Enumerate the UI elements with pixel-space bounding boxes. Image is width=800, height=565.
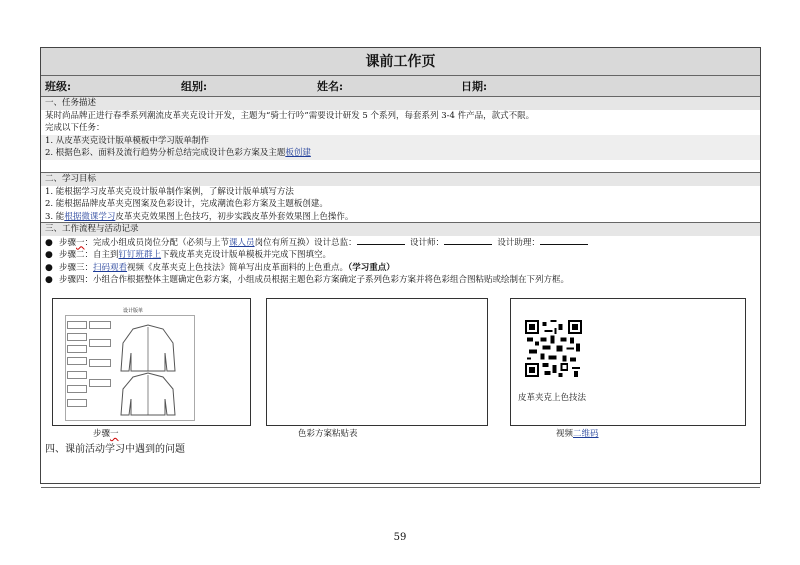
task-complete: 完成以下任务： <box>45 123 105 133</box>
goal-3-link[interactable]: 根据微课学习 <box>64 211 116 222</box>
step-1 <box>41 236 760 250</box>
step-2 <box>41 249 760 262</box>
step-1-text2: 岗位有所互换）设计总监： <box>254 237 357 248</box>
section-heading: 一、任务描述 <box>41 97 760 110</box>
box-3-caption <box>556 427 599 439</box>
section-heading: 二、学习目标 <box>41 173 760 186</box>
jacket-sketch-icon <box>113 323 183 418</box>
design-sheet-field <box>67 399 87 407</box>
task-item-2-link[interactable]: 板创建 <box>285 148 311 158</box>
name-label: 姓名: <box>317 80 344 93</box>
bullet-icon: ● <box>45 250 53 260</box>
design-sheet-field <box>67 371 87 379</box>
step-3 <box>41 262 760 275</box>
class-label: 班级: <box>45 80 72 93</box>
designer-field[interactable] <box>444 236 492 245</box>
task-desc: 某时尚品牌正进行春季系列潮流皮革夹克设计开发，主题为“骑士行吟”需要设计研发 5 个系列，每套系列 3-4 件产品，款式不限。 <box>45 110 535 121</box>
goal-3 <box>41 211 760 224</box>
director-field[interactable] <box>357 236 405 245</box>
box-3-caption-link: 二维码 <box>573 429 599 439</box>
page-number: 59 <box>393 532 407 543</box>
step-4-text: 步骤四：小组合作根据整体主题确定色彩方案，小组成员根据主题色彩方案确定子系列色彩方案并将色彩组合图粘贴或绘制在下列方框。 <box>59 275 570 285</box>
step-1-label: 步骤 <box>59 237 77 248</box>
box-1-caption-prefix: 步骤 <box>93 429 111 439</box>
goal-1: 1. 能根据学习皮革夹克设计版单制作案例，了解设计版单填写方法 <box>45 186 294 197</box>
design-sheet-field <box>89 359 111 367</box>
qr-code-icon[interactable] <box>525 320 582 377</box>
step-2-label: 步骤二：自主到 <box>59 250 119 260</box>
step-4 <box>41 274 760 287</box>
design-sheet-field <box>89 321 111 329</box>
step-1-link[interactable]: 课人员 <box>229 237 255 248</box>
task-description-section <box>41 97 760 173</box>
design-sheet-field <box>67 385 87 393</box>
design-sheet-box <box>52 298 251 426</box>
step-3-label: 步骤三： <box>59 262 94 273</box>
step-3-key: （学习重点） <box>348 262 395 273</box>
bullet-icon: ● <box>45 275 53 285</box>
step-3-text: 视频《皮革夹克上色技法》简单写出皮革面料的上色重点。 <box>127 262 349 273</box>
designer-label: 设计师： <box>409 237 444 248</box>
box-3-caption-prefix: 视频 <box>556 429 574 439</box>
problems-section <box>41 438 760 485</box>
design-sheet-field <box>67 333 87 341</box>
bullet-icon: ● <box>45 237 53 248</box>
box-2-caption: 色彩方案粘贴表 <box>298 429 358 439</box>
page-title: 课前工作页 <box>41 48 760 76</box>
section-heading: 四、课前活动学习中遇到的问题 <box>45 444 185 455</box>
design-sheet-field <box>67 345 87 353</box>
step-3-link[interactable]: 扫码观看 <box>93 262 128 273</box>
group-label: 组别: <box>181 80 208 93</box>
design-sheet-field <box>67 357 87 365</box>
qr-label: 皮革夹克上色技法 <box>518 393 587 403</box>
step-1-num: 一 <box>76 237 85 248</box>
goal-2: 2. 能根据品牌皮革夹克图案及色彩设计，完成潮流色彩方案及主题板创建。 <box>45 199 328 209</box>
task-item-1: 1. 从皮革夹克设计版单模板中学习版单制作 <box>41 135 760 148</box>
step-2-link[interactable]: 钉钉班群上 <box>118 250 162 260</box>
date-label: 日期: <box>461 80 488 93</box>
task-item-2 <box>41 147 760 160</box>
design-sheet-field <box>67 321 87 329</box>
step-1-text: ：完成小组成员岗位分配（必须与上节 <box>84 237 230 248</box>
design-sheet-field <box>89 339 111 347</box>
step-2-text: 下载皮革夹克设计版单模板并完成下图填空。 <box>161 250 332 260</box>
assistant-field[interactable] <box>540 236 588 245</box>
color-scheme-box[interactable] <box>266 298 488 426</box>
assistant-label: 设计助理： <box>497 237 540 248</box>
info-row <box>41 76 760 97</box>
learning-goals-section <box>41 173 760 223</box>
goal-3-prefix: 3. 能 <box>45 211 65 222</box>
task-item-2-text: 2. 根据色彩、面料及流行趋势分析总结完成设计色彩方案及主题 <box>45 148 286 158</box>
section-heading: 三、工作流程与活动记录 <box>41 223 760 236</box>
design-sheet-field <box>89 379 111 387</box>
box-1-caption <box>93 427 119 439</box>
goal-3-suffix: 皮革夹克效果图上色技巧，初步实践皮革外套效果图上色操作。 <box>115 211 354 222</box>
bullet-icon: ● <box>45 262 53 273</box>
box-1-caption-link: 一 <box>110 429 119 439</box>
design-sheet-title: 设计版单 <box>123 308 144 314</box>
